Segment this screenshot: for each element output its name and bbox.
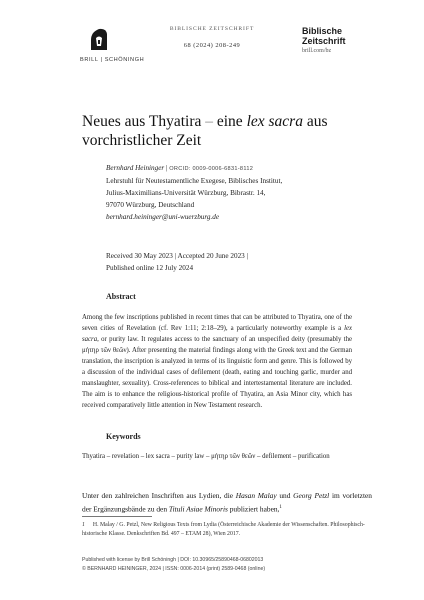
abstract-italic: lex sacra (82, 325, 352, 343)
title-italic: lex sacra (246, 113, 303, 130)
body-series: Tituli Asiae Minoris (168, 504, 228, 514)
journal-url-link[interactable]: brill.com/bz (302, 48, 332, 54)
title-part-2: eine (216, 113, 247, 130)
keywords-heading: Keywords (106, 432, 141, 441)
footnote-divider (82, 516, 152, 517)
journal-brand (302, 26, 346, 46)
affiliation-line-1: Lehrstuhl für Neutestamentliche Exegese, Biblisches Institut, (106, 177, 283, 185)
abstract-heading: Abstract (106, 292, 136, 301)
body-part-d: publiziert haben, (227, 504, 280, 514)
author-block: Bernhard Heininger | ORCID: 0009-0006-6831-8112 Lehrstuhl für Neutestamentliche Exegese, Biblisches Institut, Julius-Maximilians-Universität Würzburg, Bibrastr. 14, 97070 Würzburg, Deutschland bernhard.heininger@uni-wuerzburg.de (106, 162, 406, 223)
body-name-2: Georg Petzl (293, 491, 330, 500)
footnote-ref-link[interactable]: 1 (279, 505, 282, 510)
author-email-link[interactable]: bernhard.heininger@uni-wuerzburg.de (106, 213, 220, 221)
abstract-text (82, 312, 352, 411)
footer-copyright-line: © BERNHARD HEININGER, 2024 | ISSN: 0006-2014 (print) 2589-0468 (online) (82, 566, 266, 572)
footnote (82, 521, 372, 538)
affiliation-line-3: 97070 Würzburg, Deutschland (106, 201, 195, 209)
publisher-name: BRILL | SCHÖNINGH (80, 57, 145, 63)
article-title (82, 112, 362, 150)
page-footer (82, 556, 392, 574)
footnote-number: 1 (82, 522, 85, 528)
brand-line-1: Biblische (302, 26, 343, 36)
keywords-list: Thyatira – revelation – lex sacra – purity law – μήτηρ τῶν θεῶν – defilement – purification (82, 453, 330, 460)
author-name: Bernhard Heininger (106, 164, 165, 172)
body-part-b: und (276, 491, 294, 500)
dates-line-2: Published online 12 July 2024 (106, 264, 194, 272)
body-name-1: Hasan Malay (235, 491, 277, 500)
issue-info: 68 (2024) 208-249 (183, 42, 241, 49)
orcid-link[interactable]: ORCID: 0009-0006-6831-8112 (169, 166, 254, 172)
article-dates (106, 250, 406, 274)
title-part-1: Neues aus Thyatira (82, 113, 202, 130)
footer-license-line: Published with license by Brill Schöningh | DOI: 10.30965/25890468-06802013 (82, 557, 264, 563)
body-part-c: im vorletzten der Ergänzungsbände zu den (82, 491, 372, 514)
dates-line-1: Received 30 May 2023 | Accepted 20 June 2023 | (106, 252, 249, 260)
abstract-part-b: , or purity law. It regulates access to the sanctuary of an unspecified deity (presumably the μήτηρ τῶν θεῶν). After presenting the material findings along with the Greek text and the German translation, the inscription is analyzed in terms of its linguistic form and genre. This is followed by a discussion of the individual cases of defilement (death, eating and touching garlic, murder and manslaughter, sexuality). Cross-references to biblical and intertestamental literature are included. The aim is to enhance the religious-historical profile of Thyatira, an Asia Minor city, which has received comparatively little attention in New Testament research. (82, 336, 352, 409)
abstract-part-a: Among the few inscriptions published in recent times that can be attributed to Thyatira, one of the seven cities of Revelation (cf. Rev 1:11; 2:18–29), a particularly noteworthy example is a (82, 314, 352, 332)
journal-name: BIBLISCHE ZEITSCHRIFT (169, 26, 255, 32)
title-part-3: aus vorchristlicher Zeit (82, 113, 328, 149)
body-part-a: Unter den zahlreichen Inschriften aus Lydien, die (82, 491, 236, 500)
title-dash: – (201, 113, 217, 130)
body-paragraph (82, 490, 372, 515)
footnote-text: H. Malay / G. Petzl, New Religious Texts from Lydia (Österreichische Akademie der Wissenschaften. Philosophisch-historische Klasse. Denkschriften Bd. 497 – ETAM 28), Wien 2017. (82, 522, 365, 537)
affiliation-line-2: Julius-Maximilians-Universität Würzburg, Bibrastr. 14, (106, 189, 266, 197)
brand-line-2: Zeitschrift (302, 36, 346, 46)
